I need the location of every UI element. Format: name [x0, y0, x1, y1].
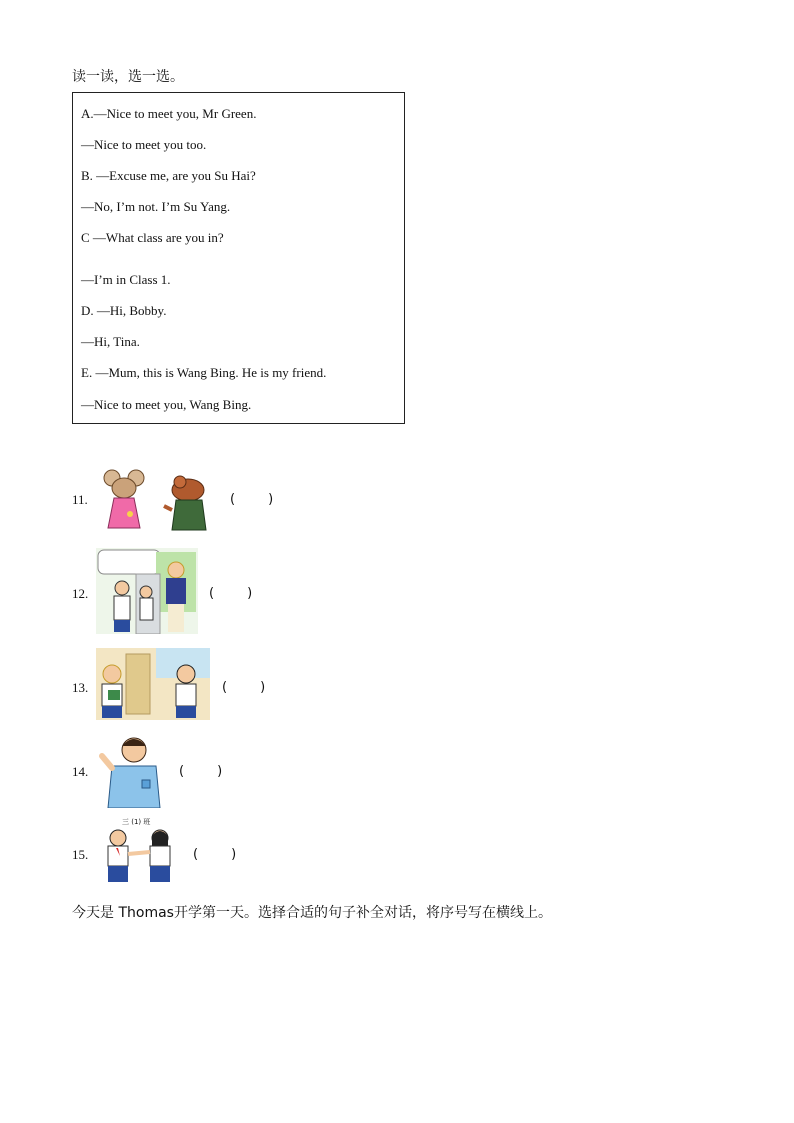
- boy-girl-and-mother-image: [96, 548, 198, 634]
- two-mice-cartoon-image: [100, 466, 220, 534]
- option-line: —I’m in Class 1.: [81, 272, 171, 287]
- instruction-heading: 读一读，选一选。: [72, 69, 184, 85]
- option-line: D. —Hi, Bobby.: [81, 303, 167, 318]
- answer-blank[interactable]: ( ): [179, 764, 223, 779]
- option-line: E. —Mum, this is Wang Bing. He is my friend.: [81, 365, 327, 380]
- question-number: 14.: [72, 764, 89, 779]
- option-line: —Hi, Tina.: [81, 334, 140, 349]
- option-line: B. —Excuse me, are you Su Hai?: [81, 168, 256, 183]
- question-number: 12.: [72, 586, 89, 601]
- two-pupils-in-hallway-image: [96, 648, 210, 720]
- question-number: 13.: [72, 680, 89, 695]
- option-line: A.—Nice to meet you, Mr Green.: [81, 106, 257, 121]
- option-line: —Nice to meet you too.: [81, 137, 207, 152]
- option-line: —Nice to meet you, Wang Bing.: [81, 397, 252, 412]
- question-number: 11.: [72, 492, 88, 507]
- footer-instruction: 今天是 Thomas开学第一天。选择合适的句子补全对话，将序号写在横线上。: [72, 905, 552, 921]
- option-line: —No, I’m not. I’m Su Yang.: [81, 199, 231, 214]
- question-number: 15.: [72, 847, 89, 862]
- option-line: C —What class are you in?: [81, 230, 224, 245]
- answer-blank[interactable]: ( ): [209, 586, 253, 601]
- waving-boy-image: [96, 734, 168, 808]
- boy-and-girl-class-sign-image: [100, 826, 180, 886]
- answer-blank[interactable]: ( ): [230, 492, 274, 507]
- answer-blank[interactable]: ( ): [193, 847, 237, 862]
- answer-blank[interactable]: ( ): [222, 680, 266, 695]
- class-sign-caption: 三 (1) 班: [122, 818, 151, 826]
- options-box: [72, 92, 405, 424]
